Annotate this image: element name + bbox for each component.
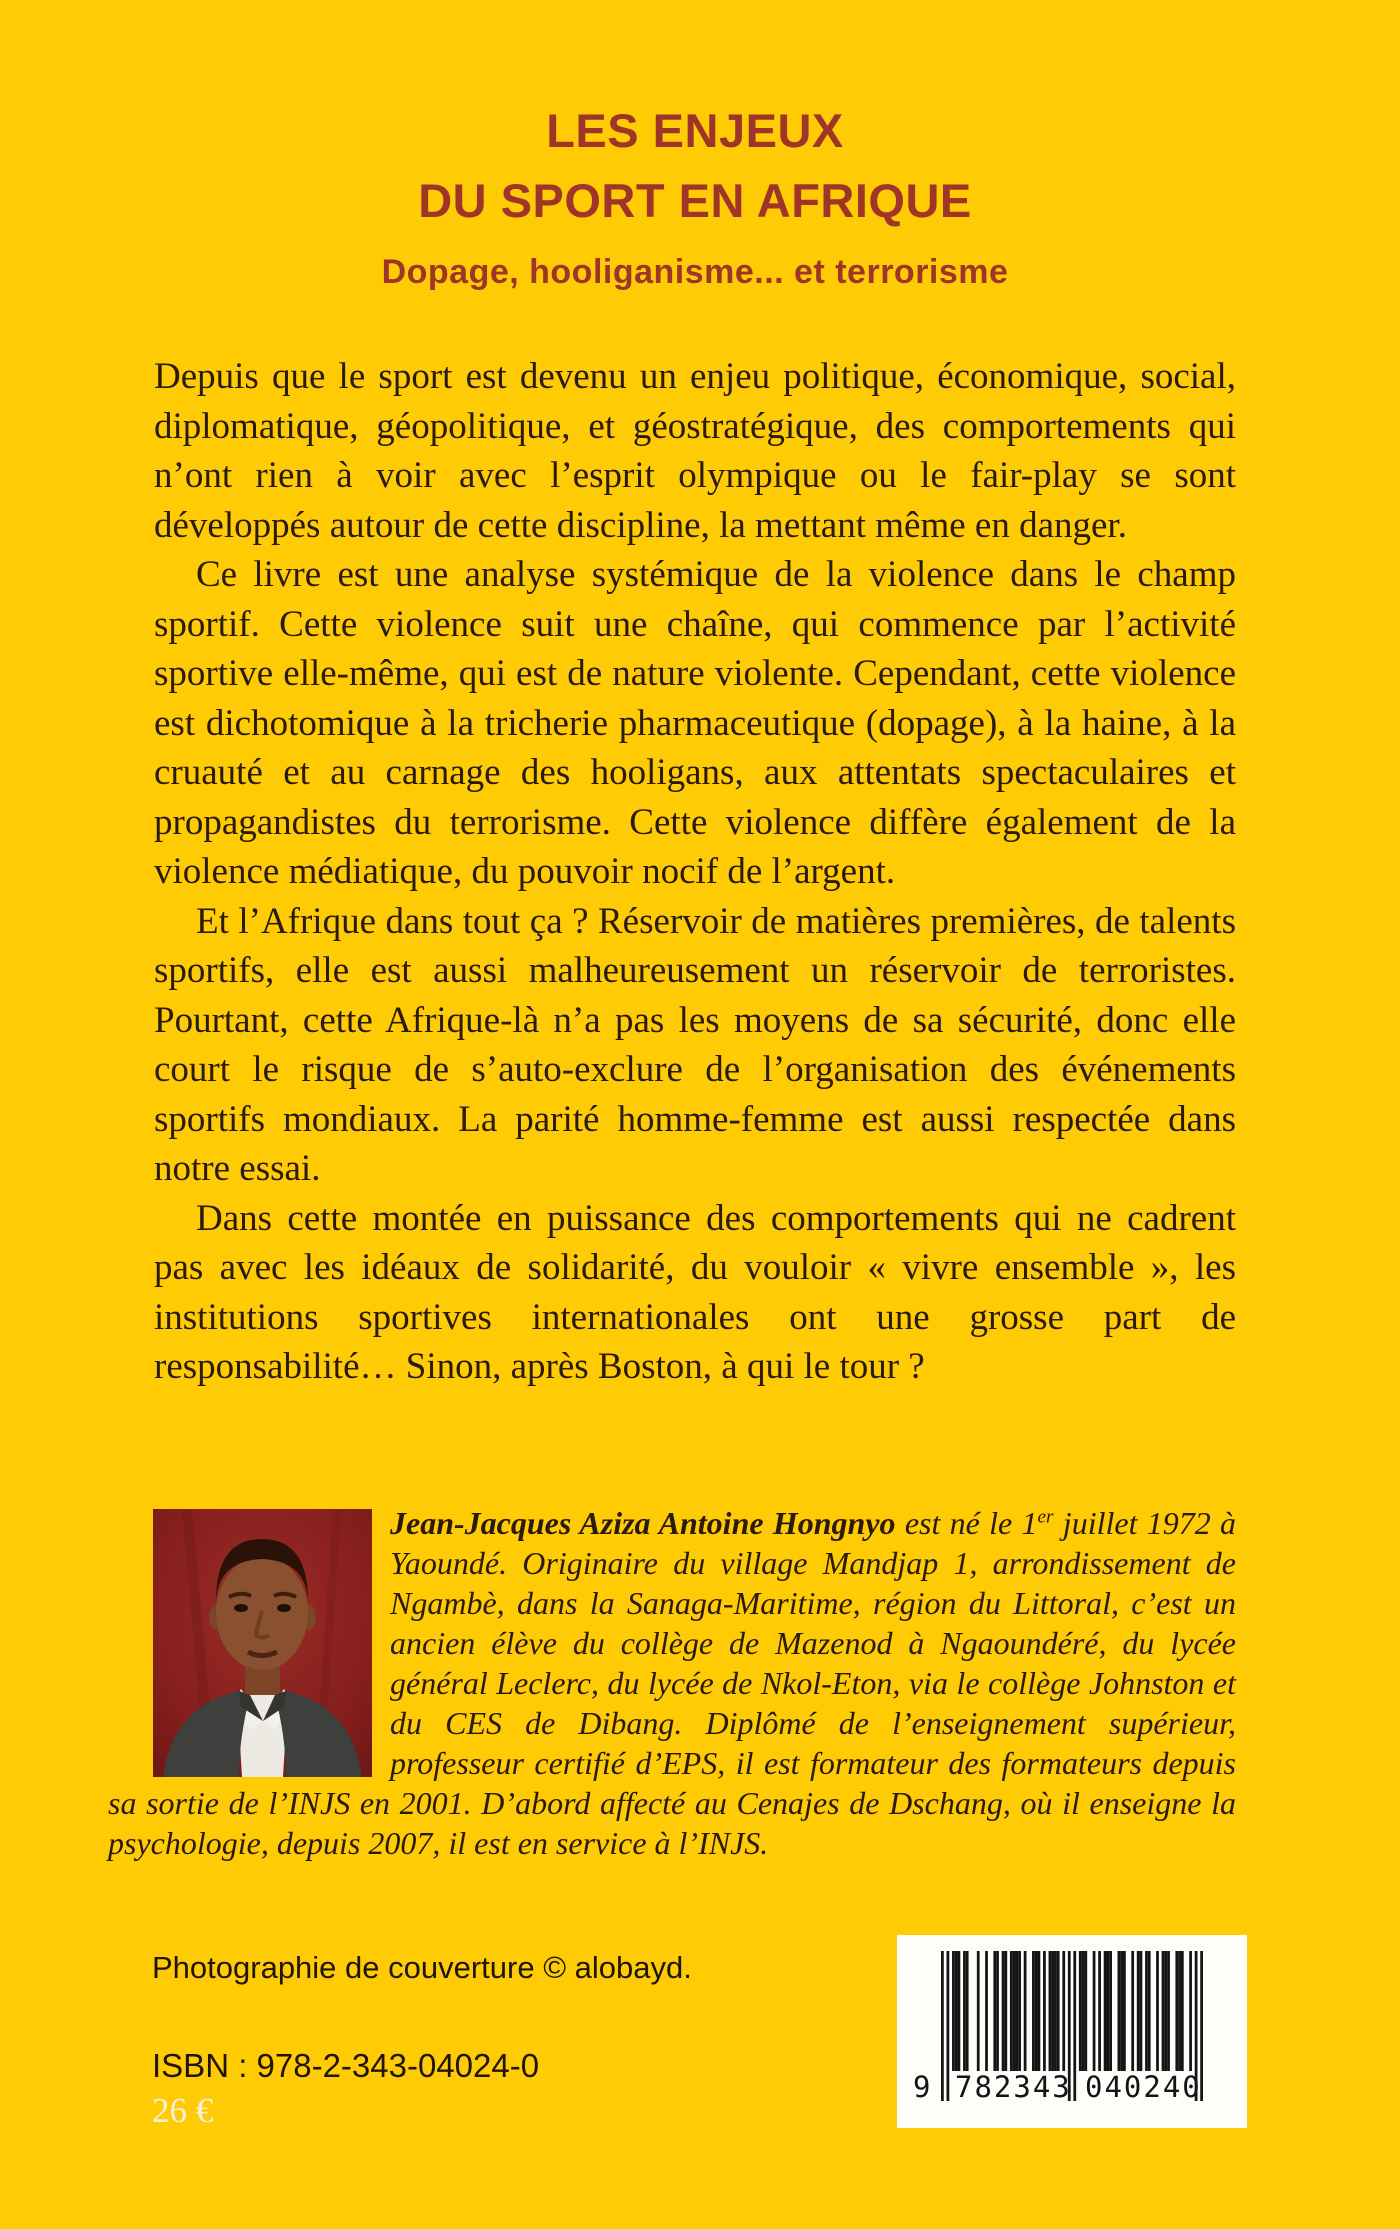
author-photo — [153, 1509, 372, 1777]
bio-text: juillet 1972 à Yaoundé. Originaire du village Mandjap 1, arrondissement de Ngambè, dans la Sanaga-Maritime, région du Littoral, c’est un ancien élève du collège de Mazenod à Ngaoundéré, du lycée général Leclerc, du lycée de Nkol-Eton, via le collège Johnston et du CES de Dibang. Diplômé de l’enseignement supérieur, professeur certifié d’EPS, il est formateur des formateurs depuis sa sortie de l’INJS en 2001. D’abord affecté au Cenajes de Dschang, où il enseigne la psychologie, depuis 2007, il est en service à l’INJS. — [108, 1505, 1237, 1861]
book-title-line2: DU SPORT EN AFRIQUE — [418, 174, 972, 227]
book-subtitle: Dopage, hooliganisme... et terrorisme — [381, 253, 1009, 291]
isbn-label: ISBN : 978-2-343-04024-0 — [152, 2047, 540, 2084]
synopsis-paragraph: Dans cette montée en puissance des comportements qui ne cadrent pas avec les idéaux de solidarité, du vouloir « vivre ensemble », les institutions sportives internationales ont une grosse part de responsabilité… Sinon, après Boston, à qui le tour ? — [154, 1197, 1236, 1387]
synopsis-paragraph: Depuis que le sport est devenu un enjeu politique, économique, social, diplomatique, géopolitique, et géostratégique, des comportements qui n’ont rien à voir avec l’esprit olympique ou le fair-play se sont développés autour de cette discipline, la mettant même en danger. — [154, 356, 1236, 546]
author-name: Jean-Jacques Aziza Antoine Hongnyo — [390, 1505, 896, 1541]
header-block — [154, 96, 1236, 292]
barcode-digits — [897, 2070, 1247, 2110]
synopsis-paragraph: Ce livre est une analyse systémique de la violence dans le champ sportif. Cette violence suit une chaîne, qui commence par l’activité sportive elle-même, qui est de nature violente. Cependant, cette violence est dichotomique à la tricherie pharmaceutique (dopage), à la haine, à la cruauté et au carnage des hooligans, aux attentats spectaculaires et propagandistes du terrorisme. Cette violence diffère également de la violence médiatique, du pouvoir nocif de l’argent. — [154, 554, 1236, 892]
ean13-barcode — [897, 1935, 1247, 2128]
barcode-digit-leading: 9 — [913, 2070, 931, 2104]
synopsis-paragraph: Et l’Afrique dans tout ça ? Réservoir de matières premières, de talents sportifs, elle est aussi malheureusement un réservoir de terroristes. Pourtant, cette Afrique-là n’a pas les moyens de sa sécurité, donc elle court le risque de s’auto-exclure de l’organisation des événements sportifs mondiaux. La parité homme-femme est aussi respectée dans notre essai. — [154, 900, 1236, 1189]
bio-ordinal-superscript: er — [1037, 1506, 1054, 1528]
author-bio — [108, 1503, 1236, 1863]
bio-birth-prefix: est né le 1 — [895, 1505, 1038, 1541]
synopsis — [154, 352, 1236, 1392]
barcode-digit-group1: 782343 — [955, 2070, 1072, 2104]
photo-credit: Photographie de couverture © alobayd. — [152, 1950, 692, 1985]
book-title — [154, 96, 1236, 236]
book-title-line1: LES ENJEUX — [546, 104, 844, 157]
price-label: 26 € — [152, 2091, 214, 2130]
barcode-digit-group2: 040240 — [1085, 2070, 1202, 2104]
